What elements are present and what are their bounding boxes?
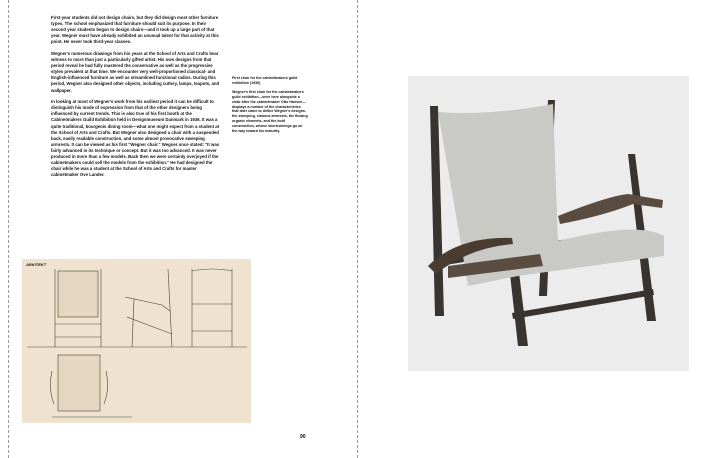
caption-text: Wegner's first chair for the cabinetmakers guild exhibition—seen here alongside a chair after the cabinetmaker Otto Hansen—displays a number of the characteristics that later came to define Wegner's designs: the sweeping, sinuous armrests, the flowing organic elements, and the bold construction, whose shortcomings go on the way toward his maturity. — [232, 89, 308, 134]
caption-title: First chair for the cabinetmakers guild exhibition (1936) — [232, 76, 298, 85]
paragraph: First-year students did not design chairs, but they did design most other furniture types. The school emphasized that furniture should suit its purpose. In their second year students began to design chairs—and it took up a large part of that year. Wegner must have already exhibited an unusual talent for that activity at this point. He never took third-year classes. — [51, 15, 219, 45]
chair-photograph — [408, 76, 689, 371]
page-edge-left — [8, 0, 9, 458]
drawing-stamp: ARKITEKT — [26, 262, 47, 267]
gutter-divider — [357, 0, 358, 458]
chair-technical-drawing — [22, 259, 251, 423]
paragraph: Wegner's numerous drawings from his years at the School of Arts and Crafts bear witness to more than just a particularly gifted artist. His own designs from that period reveal he had fully mastered the conservative as well as the progressive styles prevalent at that time. We encounter very well-proportioned classical- and English-influenced furniture as well as streamlined functional radios. During this period, Wegner also designed other objects, including cutlery, lamps, teapots, and wallpaper. — [51, 50, 220, 93]
photo-caption — [232, 76, 308, 138]
paragraph: In looking at most of Wegner's work from his earliest period it can be difficult to distinguish his mode of expression from that of the other designers being influenced by current trends. This is also true of his first booth at the Cabinetmakers Guild Exhibition held in Designmuseum Danmark in 1936. It was a quite traditional, bourgeois dining room—what one might expect from a student at the School of Arts and Crafts. But Wegner also designed a chair with a suspended back, easily readable construction, and some almost provocative sweeping armrests. It can be viewed as his first "Wegner chair." Wegner once stated: "It was fairly advanced in its technique or concept. But it was too advanced. It was never produced in more than a few models. Back then we were certainly overjoyed if the cabinetmakers could sell the models from the exhibition." He had designed the chair while he was a student at the School of Arts and Crafts for master cabinetmaker Ove Lander. — [51, 99, 220, 178]
page-number: 90 — [300, 434, 306, 440]
chair-elevations-sketch — [22, 259, 251, 423]
armchair-image — [408, 76, 689, 371]
body-text — [51, 15, 221, 184]
